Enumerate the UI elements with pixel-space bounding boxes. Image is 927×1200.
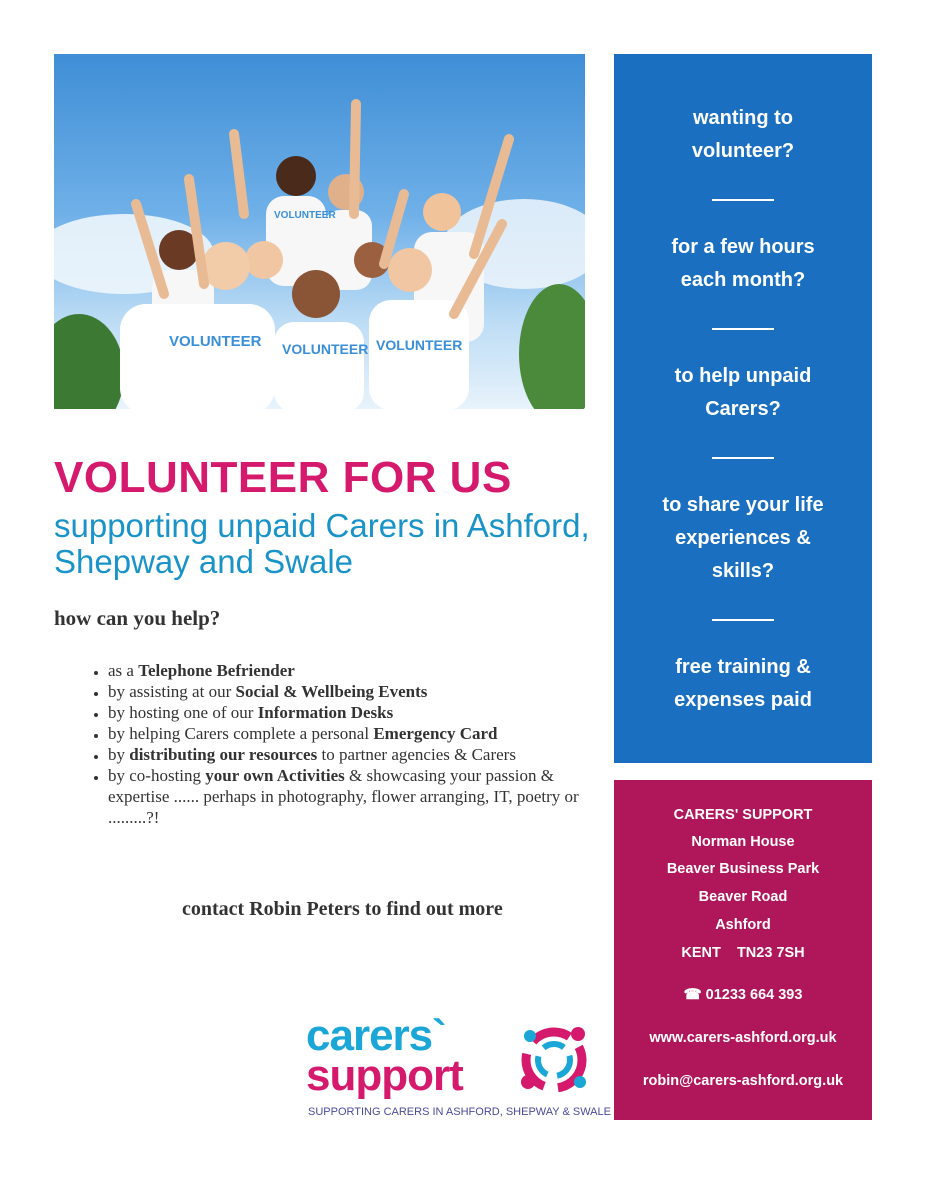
contact-line: contact Robin Peters to find out more: [182, 898, 503, 920]
phone-number: ☎ 01233 664 393: [683, 987, 803, 1003]
address-panel: [614, 780, 872, 1120]
address-line: Ashford: [715, 917, 771, 933]
shirt-text: VOLUNTEER: [274, 210, 336, 221]
help-item: • by distributing our resources to partner agencies & Carers: [108, 744, 608, 765]
help-item: • by co-hosting your own Activities & showcasing your passion & expertise ...... perhaps in photography, flower arranging, IT, poetry or .........?!: [108, 765, 608, 828]
org-name: CARERS' SUPPORT: [673, 807, 813, 823]
question-line: each month?: [680, 269, 806, 291]
address-line: Norman House: [691, 834, 795, 850]
headline: VOLUNTEER FOR US: [54, 453, 512, 502]
logo-tagline: SUPPORTING CARERS IN ASHFORD, SHEPWAY & SWALE: [308, 1106, 611, 1118]
volunteer-questions-panel: [614, 54, 872, 763]
question-line: wanting to: [693, 107, 793, 129]
help-list: [80, 660, 608, 828]
question-line: to help unpaid: [674, 365, 812, 387]
address-line: Beaver Business Park: [666, 861, 820, 877]
divider: [712, 457, 774, 459]
subheadline: supporting unpaid Carers in Ashford, Shepway and Swale: [54, 507, 590, 580]
question-line: experiences &: [675, 527, 811, 549]
email-link[interactable]: robin@carers-ashford.org.uk: [642, 1073, 844, 1089]
help-heading: how can you help?: [54, 606, 221, 630]
question-line: volunteer?: [691, 140, 795, 162]
question-line: free training &: [675, 656, 811, 678]
help-item: • by hosting one of our Information Desks: [108, 702, 608, 723]
people-circle-icon: [514, 1020, 594, 1100]
divider: [712, 199, 774, 201]
shirt-text: VOLUNTEER: [282, 341, 369, 357]
question-line: skills?: [711, 560, 775, 582]
shirt-text: VOLUNTEER: [376, 337, 463, 353]
help-item: • as a Telephone Befriender: [108, 660, 608, 681]
logo-word-carers: carers`: [306, 1011, 446, 1060]
website-link[interactable]: www.carers-ashford.org.uk: [649, 1030, 837, 1046]
carers-support-logo: [306, 1011, 611, 1122]
address-postcode: KENT TN23 7SH: [681, 945, 805, 961]
help-item: • by helping Carers complete a personal Emergency Card: [108, 723, 608, 744]
divider: [712, 328, 774, 330]
shirt-text: VOLUNTEER: [169, 333, 262, 350]
question-line: Carers?: [705, 398, 781, 420]
help-item: • by assisting at our Social & Wellbeing Events: [108, 681, 608, 702]
volunteers-photo: [54, 54, 585, 409]
question-line: expenses paid: [674, 689, 812, 711]
question-line: for a few hours: [671, 236, 815, 258]
volunteers-illustration: [54, 54, 585, 409]
address-line: Beaver Road: [698, 889, 788, 905]
logo-word-support: support: [306, 1051, 463, 1100]
question-line: to share your life: [662, 494, 824, 516]
divider: [712, 619, 774, 621]
